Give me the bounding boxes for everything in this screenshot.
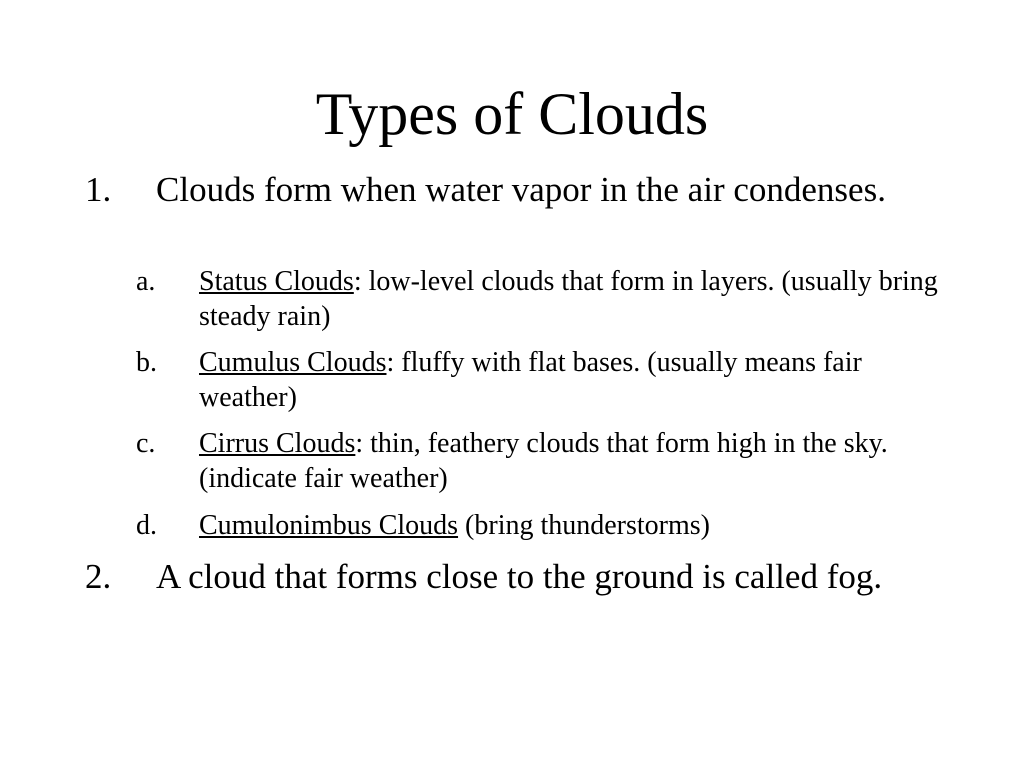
sublist-letter: c. [136,428,156,459]
cloud-description: : low-level clouds that form in layers. (usually bring steady rain) [199,266,938,332]
sublist-letter: d. [136,510,157,541]
list-item-2 [85,557,925,597]
list-number: 1. [85,170,112,209]
sublist-text [199,264,946,334]
list-text: Clouds form when water vapor in the air condenses. [156,170,886,209]
cloud-description: : fluffy with flat bases. (usually means fair weather) [199,347,862,413]
sublist-text [199,345,946,415]
cloud-term: Status Clouds [199,266,354,297]
cloud-term: Cumulonimbus Clouds [199,510,459,541]
slide-title: Types of Clouds [315,81,709,147]
cloud-description: : thin, feathery clouds that form high in the sky. (indicate fair weather) [199,428,888,494]
list-text: A cloud that forms close to the ground is called fog. [156,557,883,596]
sublist-item-c [136,426,946,496]
list-item-1 [85,170,925,210]
list-number: 2. [85,557,112,596]
sublist-letter: a. [136,266,156,297]
sublist-text [199,426,946,496]
sublist-item-b [136,345,946,415]
sublist-letter: b. [136,347,157,378]
sublist-item-d [136,508,946,543]
cloud-description: (bring thunderstorms) [458,510,711,541]
cloud-term: Cumulus Clouds [199,347,387,378]
cloud-term: Cirrus Clouds [199,428,356,459]
sublist-item-a [136,264,946,334]
sublist-text [199,508,946,543]
